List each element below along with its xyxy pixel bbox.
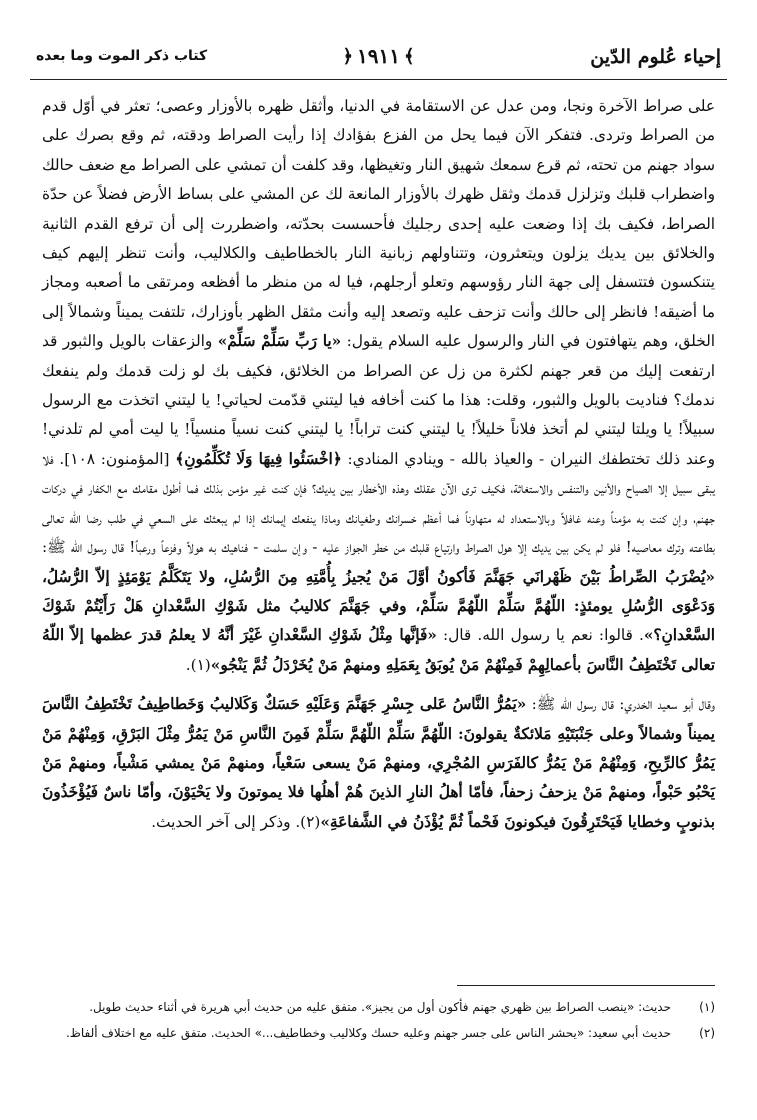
body-text: [المؤمنون: ١٠٨]. فلا يبقى سبيل إلا الصياح والأنين والتنفس والاستغاثة، فكيف ترى الآن عقلك وهذه الأخطار بين يديك؟ فإن كنت غير مؤمن بذلك فما أطول مقامك مع الكفار في دركات جهنم، وإن كنت به مؤمناً وعنه غافلاً وبالاستعداد له متهاوناً فما أعظم خسرانك وطغيانك وماذا ينفعك إيمانك إذا لم يبعثك على السعي في طلب رضا الله تعالى بطاعته وترك معاصيه! فلو لم يكن بين يديك إلا هول الصراط وارتياع قلبك من خطر الجواز عليه - وإن سلمت - فناهيك به هولاً وفزعاً ورعباً! قال رسول الله ﷺ: — [42, 449, 715, 557]
quotation-text: «يَمُرُّ النَّاسُ عَلى جِسْرِ جَهَنَّمَ وَعَلَيْهِ حَسَكٌ وَكَلاليبُ وَخَطاطِيفُ تَخْتَطِفُ النَّاسَ يميناً وشمالاً وعلى جَنْبَتَيْهِ مَلائكةٌ يقولونَ: اللّهُمَّ سَلِّمْ اللّهُمَّ سَلِّمْ فَمِنَ النَّاسِ مَنْ يَمُرُّ مِثْلَ البَرْقِ، وَمِنْهُمْ مَنْ يَمُرُّ كالرِّيحِ، وَمِنْهُمْ مَنْ يَمُرُّ كالفَرَسِ المُجْرِي، ومنهمْ مَنْ يسعى سَعْياً، ومنهمْ مَنْ يمشي مَشْياً، ومنهمْ مَنْ يَحْبُو حَبْواً، ومنهمْ مَنْ يزحفُ زحفاً، فأمّا أهلُ النارِ الذينَ هُمْ أهلُها فلا يموتونَ ولا يَحْيَوْنَ، وأمّا ناسٌ فَيُؤْخَذُونَ بذنوبٍ وخطايا فَيَحْتَرِقُونَ فيكونونَ فَحْماً ثُمَّ يُؤْذَنُ في الشَّفاعَةِ» — [42, 695, 715, 831]
left-ornament-icon: ﴾ — [403, 45, 415, 67]
page-number: ١٩١١ — [357, 44, 400, 68]
quotation-text: ﴿اخْسَئُوا فِيهَا وَلَا تُكَلِّمُونِ﴾ — [175, 449, 342, 468]
quotation-text: «يا رَبِّ سَلِّمْ سَلِّمْ» — [217, 332, 342, 351]
quotation-text: «يُضْرَبُ الصِّراطُ بَيْنَ ظَهْرانَي جَهَنَّمَ فَأكونُ أوَّلَ مَنْ يُجيزُ بِأُمَّتِهِ مِنَ الرُّسُلِ، ولا يَتَكَلَّمُ يَوْمَئِذٍ إلاّ الرُّسُلُ، وَدَعْوَى الرُّسُلِ يومئذٍ: اللّهُمَّ سَلِّمْ اللّهُمَّ سَلِّمْ، وفي جَهَنَّمَ كلاليبُ مثل شَوْكِ السَّعْدانِ هَلْ رَأَيْتُمْ شَوْكَ السَّعْدانِ؟» — [42, 567, 716, 645]
body-text: والزعقات بالويل والثبور قد ارتفعت إليك من قعر جهنم لكثرة من زل عن الصراط من الخلائق، فكيف بك لو زلت قدمك ولم ينفعك ندمك؟ فناديت بالويل والثبور، وقلت: هذا ما كنت أخافه فيا ليتني قدّمت لحياتي! يا ليتني اتخذت مع الرسول سبيلاً! يا ويلتا ليتني لم أتخذ فلاناً خليلاً! يا ليتني كنت تراباً! يا ليتني كنت نسياً منسياً! يا ليت أمي لم تلدني! وعند ذلك تختطفك النيران - والعياذ بالله - وينادي المنادي: — [42, 332, 715, 468]
footnote-rule — [457, 985, 715, 986]
footnote-text: حديث أبي سعيد: «يحشر الناس على جسر جهنم وعليه حسك وكلاليب وخطاطيف...» الحديث. متفق عليه مع اختلاف ألفاظ. — [65, 1026, 671, 1040]
footnote-1 — [42, 995, 715, 1019]
footnote-2 — [42, 1021, 715, 1045]
chapter-title: كتاب ذكر الموت وما بعده — [36, 48, 208, 64]
main-text — [42, 92, 715, 837]
footnote-text: حديث: «ينصب الصراط بين ظهري جهنم فأكون أول من يجيز». متفق عليه من حديث أبي هريرة في أثناء حديث طويل. — [89, 1000, 671, 1014]
paragraph-1 — [42, 92, 715, 680]
page-number-block — [342, 44, 414, 68]
body-text: (٢). وذكر إلى آخر الحديث. — [151, 812, 321, 831]
right-ornament-icon: ﴿ — [342, 45, 354, 67]
paragraph-2 — [42, 690, 715, 837]
body-text: . قالوا: نعم يا رسول الله. قال: — [436, 626, 644, 645]
body-text: على صراط الآخرة ونجا، ومن عدل عن الاستقامة في الدنيا، وأثقل ظهره بالأوزار وعصى؛ تعثر في أوّل قدم من الصراط وتردى. فتفكر الآن فيما يحل من الفزع بفؤادك إذا رأيت الصراط ودقته، ثم وقع بصرك على سواد جهنم من تحته، ثم قرع سمعك شهيق النار وتغيظها، وقد كلفت أن تمشي على الصراط مع ضعف حالك واضطراب قلبك وتزلزل قدمك وثقل ظهرك بالأوزار المانعة لك عن المشي على بساط الأرض فضلاً عن حدّة الصراط، فكيف بك إذا وضعت عليه إحدى رجليك فأحسست بحدّته، واضطررت إلى أن ترفع القدم الثانية والخلائق بين يديك يزلون ويتعثرون، وتتناولهم زبانية النار بالخطاطيف والكلاليب، وأنت تنظر إليهم كيف يتنكسون فتتسفل إلى جهة النار رؤوسهم وتعلو أرجلهم، فيا له من منظر ما أفظعه ومرتقى ما أصعبه ومجاز ما أضيقه! فانظر إلى حالك وأنت تزحف عليه وتصعد إليه وأنت مثقل الظهر بأوزارك، تلتفت يميناً وشمالاً إلى الخلق، وهم يتهافتون في النار والرسول عليه السلام يقول: — [42, 97, 715, 351]
footnote-number: (٢) — [699, 1026, 715, 1040]
header-rule — [30, 79, 727, 80]
body-text: وقال أبو سعيد الخدري: قال رسول الله ﷺ: — [526, 695, 716, 714]
page-header — [30, 42, 727, 80]
body-text: (١). — [185, 655, 211, 674]
book-title: إحياء عُلوم الدّين — [590, 46, 721, 68]
footnote-number: (١) — [699, 1000, 715, 1014]
footnotes — [42, 995, 715, 1047]
quotation-text: «فَإنَّها مِثْلُ شَوْكِ السَّعْدانِ غَيْرَ أنَّهُ لا يعلمُ قدرَ عظمها إلاّ اللّهُ تعالى تَخْتَطِفُ النَّاسَ بأعمالِهِمْ فَمِنْهُمْ مَنْ يُوبَقُ بِعَمَلِهِ ومنهمْ مَنْ يُخَرْدَلُ ثُمَّ يَنْجُو» — [42, 626, 715, 674]
